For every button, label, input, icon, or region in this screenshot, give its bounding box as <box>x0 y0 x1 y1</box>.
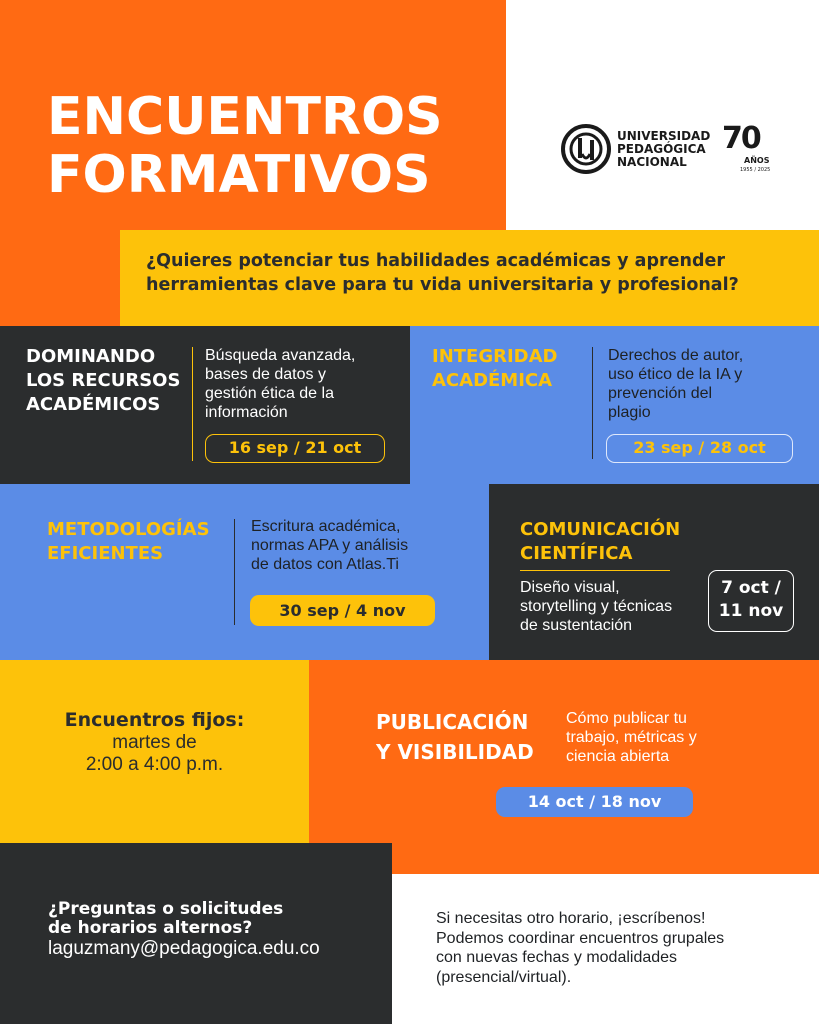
university-name-line2: PEDAGÓGICA <box>617 142 706 156</box>
session-1-desc-line4: información <box>205 404 288 421</box>
anniversary-logo <box>722 122 778 178</box>
anniversary-label: AÑOS <box>744 156 770 165</box>
session-4-title <box>520 518 680 566</box>
session-3-title <box>47 518 210 566</box>
page-title-line2: FORMATIVOS <box>47 145 431 205</box>
session-2-dates: 23 sep / 28 oct <box>606 434 793 463</box>
session-1-title <box>26 345 180 417</box>
session-2-divider <box>592 347 593 459</box>
session-3-panel <box>0 484 489 660</box>
university-name <box>617 130 710 169</box>
contact-email-link[interactable]: laguzmany@pedagogica.edu.co <box>48 938 320 959</box>
session-5-title <box>376 707 534 767</box>
session-5-desc-line2: trabajo, métricas y <box>566 729 697 746</box>
session-3-desc-line2: normas APA y análisis <box>251 537 409 554</box>
session-4-desc-line2: storytelling y técnicas <box>520 598 673 615</box>
session-1-desc-line3: gestión ética de la <box>205 385 334 402</box>
session-2-desc-line2: uso ético de la IA y <box>608 366 743 383</box>
session-5-title-line1: PUBLICACIÓN <box>376 710 529 734</box>
university-emblem-icon <box>561 124 611 174</box>
session-5-desc-line1: Cómo publicar tu <box>566 710 687 727</box>
session-2-title <box>432 345 557 393</box>
session-5-dates: 14 oct / 18 nov <box>496 787 693 817</box>
session-2-desc-line1: Derechos de autor, <box>608 347 744 364</box>
contact-question-line1: ¿Preguntas o solicitudes <box>48 899 284 919</box>
anniversary-number: 70 <box>722 121 760 156</box>
contact-question-line2: de horarios alternos? <box>48 918 253 938</box>
schedule-line1: martes de <box>112 732 197 753</box>
session-4-desc-line3: de sustentación <box>520 617 633 634</box>
session-5-panel <box>309 660 819 874</box>
intro-line2: herramientas clave para tu vida universitaria y profesional? <box>146 275 739 295</box>
session-1-description <box>205 346 355 422</box>
session-1-divider <box>192 347 193 461</box>
session-4-divider <box>520 570 670 571</box>
session-3-desc-line3: de datos con Atlas.Ti <box>251 556 399 573</box>
session-3-title-line1: METODOLOGÍAS <box>47 519 210 540</box>
session-3-desc-line1: Escritura académica, <box>251 518 401 535</box>
schedule-info <box>0 708 309 776</box>
session-1-title-line2: LOS RECURSOS <box>26 370 181 391</box>
university-name-line1: UNIVERSIDAD <box>617 129 711 143</box>
session-4-dates-line1: 7 oct / <box>721 578 781 598</box>
university-name-line3: NACIONAL <box>617 155 687 169</box>
alternate-schedule-note <box>436 909 724 987</box>
session-4-desc-line1: Diseño visual, <box>520 579 620 596</box>
session-4-title-line1: COMUNICACIÓN <box>520 519 681 540</box>
note-line1: Si necesitas otro horario, ¡escríbenos! <box>436 910 706 927</box>
schedule-line2: 2:00 a 4:00 p.m. <box>85 754 224 775</box>
page-title-line1: ENCUENTROS <box>47 87 443 147</box>
session-5-desc-line3: ciencia abierta <box>566 748 670 765</box>
note-line3: con nuevas fechas y modalidades <box>436 949 678 966</box>
note-line2: Podemos coordinar encuentros grupales <box>436 929 725 947</box>
session-5-description <box>566 709 697 766</box>
logo-panel <box>506 0 819 230</box>
session-5-title-line2: Y VISIBILIDAD <box>376 740 534 764</box>
note-line4: (presencial/virtual). <box>436 968 572 986</box>
session-3-divider <box>234 519 235 625</box>
session-4-description <box>520 578 672 635</box>
session-2-title-line2: ACADÉMICA <box>432 370 553 391</box>
session-3-title-line2: EFICIENTES <box>47 543 164 564</box>
university-logo <box>561 124 611 174</box>
session-2-title-line1: INTEGRIDAD <box>432 346 558 367</box>
session-1-dates: 16 sep / 21 oct <box>205 434 385 463</box>
schedule-title: Encuentros fijos: <box>64 709 245 731</box>
session-2-desc-line4: plagio <box>608 404 651 421</box>
session-3-dates: 30 sep / 4 nov <box>250 595 435 626</box>
session-3-description <box>251 517 408 574</box>
anniversary-years: 1955 / 2025 <box>740 167 771 173</box>
session-1-title-line1: DOMINANDO <box>26 346 156 367</box>
session-4-dates <box>708 570 794 632</box>
session-1-desc-line1: Búsqueda avanzada, <box>205 347 356 364</box>
session-4-title-line2: CIENTÍFICA <box>520 543 633 564</box>
session-2-desc-line3: prevención del <box>608 385 713 402</box>
session-1-desc-line2: bases de datos y <box>205 366 326 383</box>
intro-line1: ¿Quieres potenciar tus habilidades académicas y aprender <box>146 251 726 271</box>
session-2-description <box>608 346 743 422</box>
intro-text <box>146 249 739 297</box>
session-1-title-line3: ACADÉMICOS <box>26 394 161 415</box>
session-4-dates-line2: 11 nov <box>718 601 784 621</box>
contact-question <box>48 900 283 938</box>
